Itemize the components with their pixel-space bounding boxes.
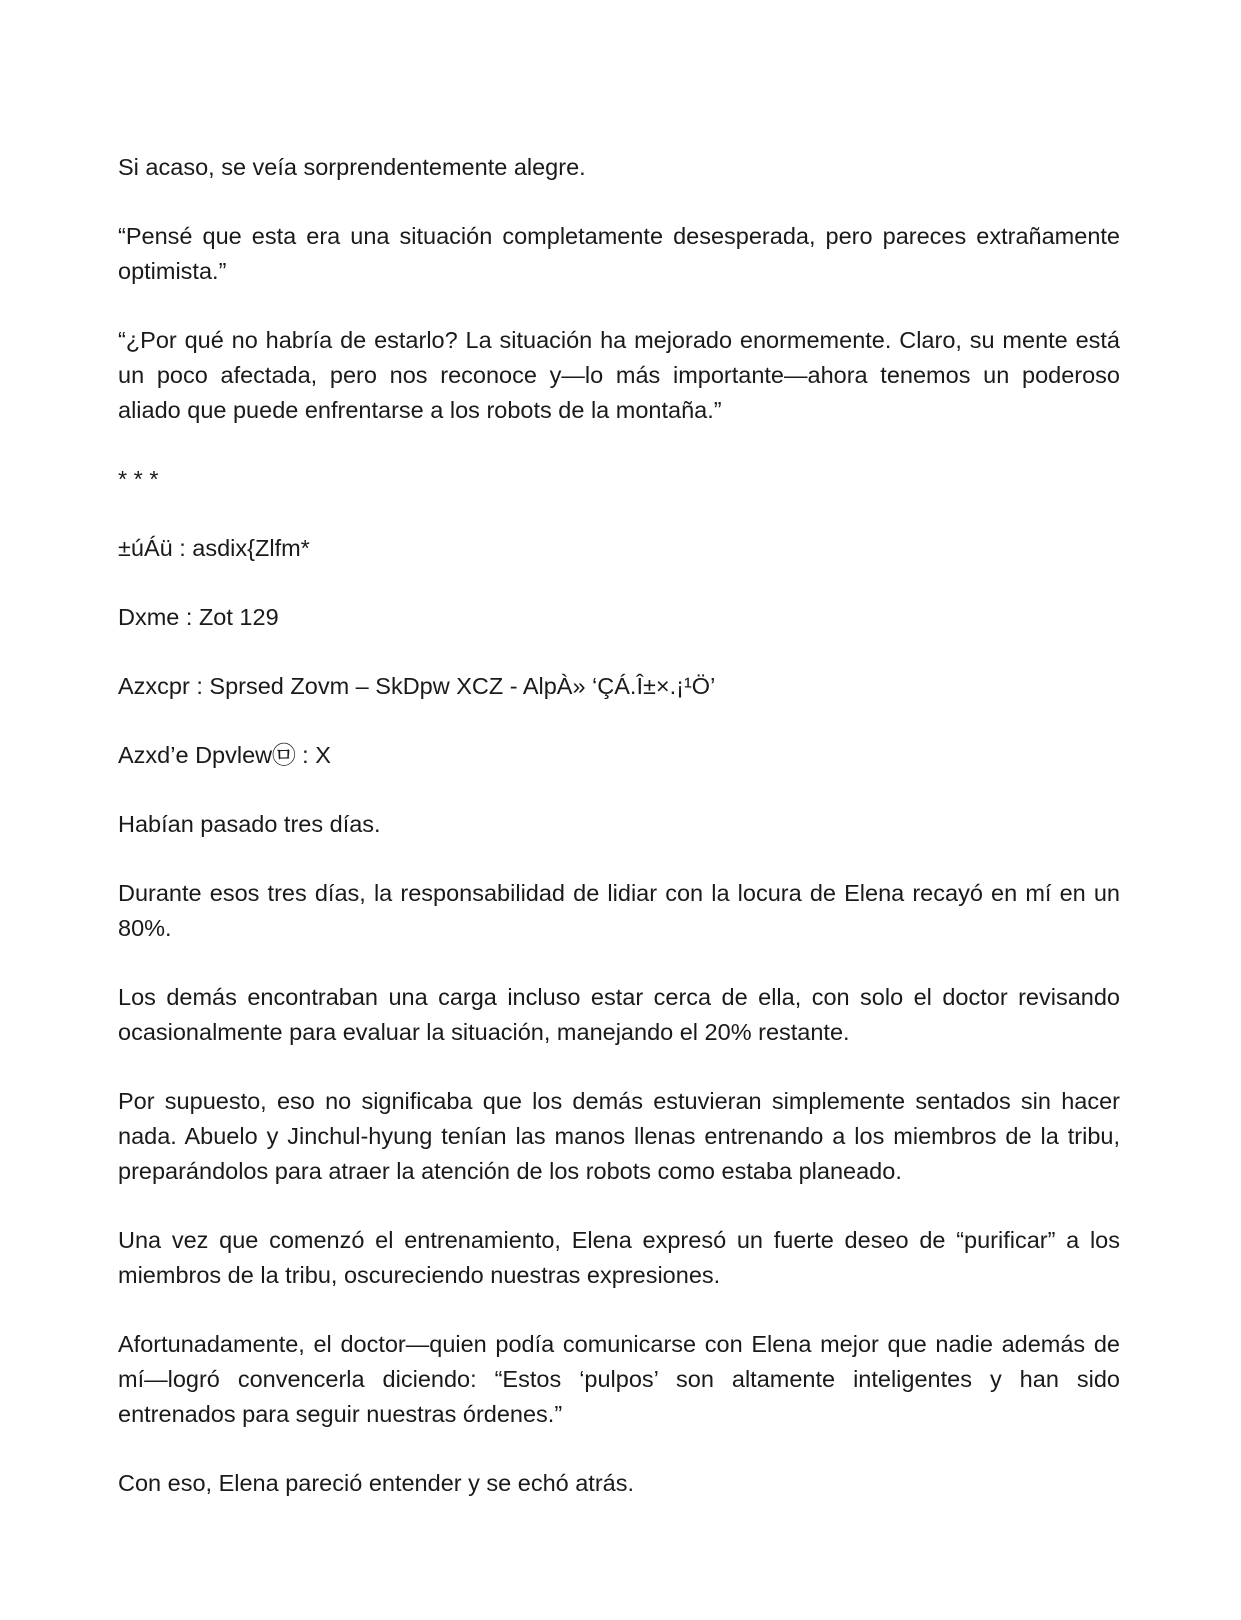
- paragraph: “¿Por qué no habría de estarlo? La situación ha mejorado enormemente. Claro, su mente está un poco afectada, pero nos reconoce y—lo más importante—ahora tenemos un poderoso aliado que puede enfrentarse a los robots de la montaña.”: [118, 327, 1120, 423]
- garbled-metadata-line: Dxme : Zot 129: [118, 604, 279, 630]
- document-page: [118, 150, 1120, 1535]
- paragraph: Con eso, Elena pareció entender y se echó atrás.: [118, 1470, 635, 1496]
- paragraph: Una vez que comenzó el entrenamiento, Elena expresó un fuerte deseo de “purificar” a los miembros de la tribu, oscureciendo nuestras expresiones.: [118, 1227, 1120, 1288]
- scene-break: * * *: [118, 466, 159, 492]
- paragraph: Los demás encontraban una carga incluso estar cerca de ella, con solo el doctor revisando ocasionalmente para evaluar la situación, manejando el 20% restante.: [118, 984, 1120, 1045]
- paragraph: Afortunadamente, el doctor—quien podía comunicarse con Elena mejor que nadie además de mí—logró convencerla diciendo: “Estos ‘pulpos’ son altamente inteligentes y han sido entrenados para seguir nuestras órdenes.”: [118, 1331, 1120, 1427]
- garbled-metadata-line: ±úÁü : asdix{Zlfm*: [118, 535, 310, 561]
- garbled-metadata-line: Azxcpr : Sprsed Zovm – SkDpw XCZ - AlpÀ» ‘ÇÁ.Î±×.¡¹Ö’: [118, 673, 716, 699]
- paragraph: Durante esos tres días, la responsabilidad de lidiar con la locura de Elena recayó en mí en un 80%.: [118, 880, 1120, 941]
- paragraph: Habían pasado tres días.: [118, 811, 381, 837]
- garbled-metadata-line: Azxd’e Dpvlew㉤ : X: [118, 742, 331, 768]
- paragraph: “Pensé que esta era una situación completamente desesperada, pero pareces extrañamente optimista.”: [118, 223, 1120, 284]
- paragraph: Si acaso, se veía sorprendentemente alegre.: [118, 154, 586, 180]
- paragraph: Por supuesto, eso no significaba que los demás estuvieran simplemente sentados sin hacer nada. Abuelo y Jinchul-hyung tenían las manos llenas entrenando a los miembros de la tribu, preparándolos para atraer la atención de los robots como estaba planeado.: [118, 1088, 1120, 1184]
